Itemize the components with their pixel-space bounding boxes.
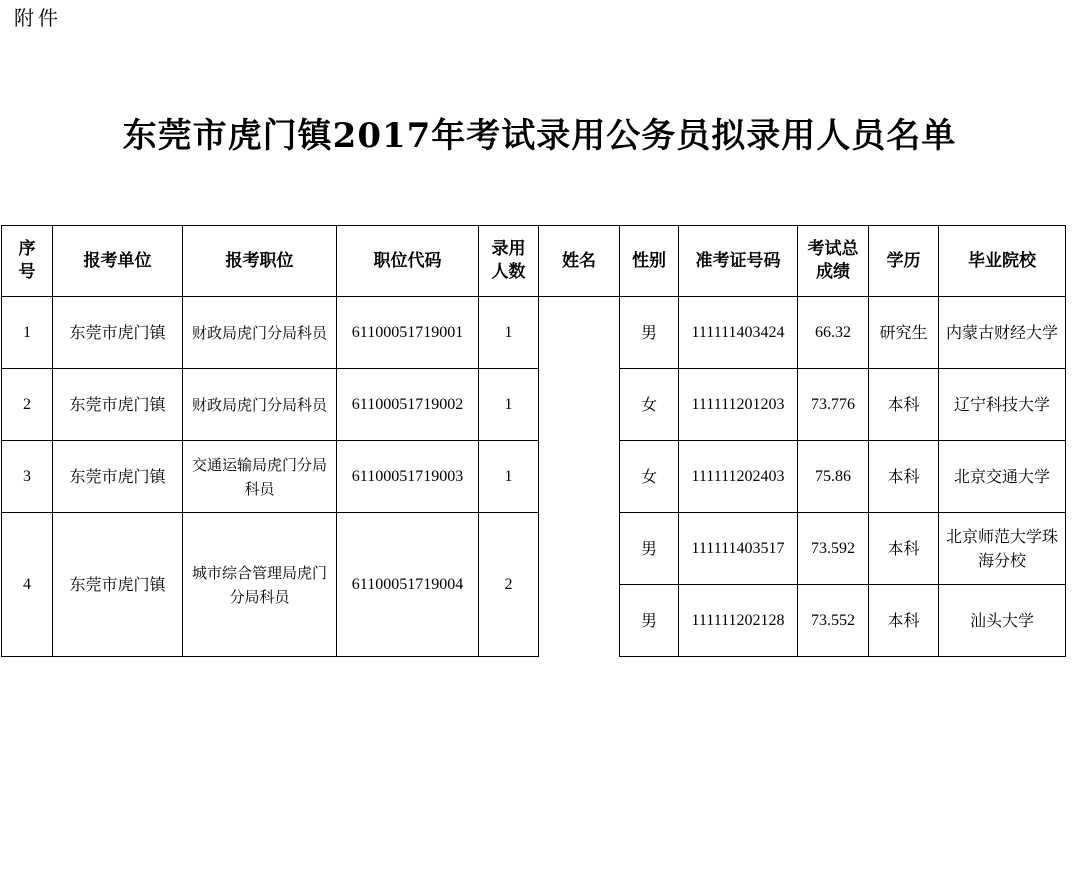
cell-count: 2 xyxy=(479,513,539,657)
cell-code: 61100051719003 xyxy=(337,441,479,513)
header-code: 职位代码 xyxy=(337,226,479,297)
cell-name xyxy=(539,513,620,657)
cell-position: 财政局虎门分局科员 xyxy=(183,297,337,369)
cell-edu: 本科 xyxy=(869,369,939,441)
cell-ticket: 111111202128 xyxy=(679,585,798,657)
cell-gender: 男 xyxy=(620,513,679,585)
cell-school: 汕头大学 xyxy=(939,585,1066,657)
cell-school: 辽宁科技大学 xyxy=(939,369,1066,441)
cell-unit: 东莞市虎门镇 xyxy=(53,369,183,441)
cell-unit: 东莞市虎门镇 xyxy=(53,297,183,369)
cell-gender: 女 xyxy=(620,441,679,513)
cell-gender: 女 xyxy=(620,369,679,441)
cell-score: 66.32 xyxy=(798,297,869,369)
cell-gender: 男 xyxy=(620,585,679,657)
header-edu: 学历 xyxy=(869,226,939,297)
table-row xyxy=(2,513,1066,585)
header-position: 报考职位 xyxy=(183,226,337,297)
cell-code: 61100051719004 xyxy=(337,513,479,657)
cell-seq: 1 xyxy=(2,297,53,369)
cell-edu: 研究生 xyxy=(869,297,939,369)
table-row xyxy=(2,441,1066,513)
header-count: 录用人数 xyxy=(479,226,539,297)
header-seq: 序号 xyxy=(2,226,53,297)
cell-seq: 3 xyxy=(2,441,53,513)
cell-gender: 男 xyxy=(620,297,679,369)
table-header-row xyxy=(2,226,1066,297)
cell-position: 财政局虎门分局科员 xyxy=(183,369,337,441)
header-gender: 性别 xyxy=(620,226,679,297)
cell-score: 73.776 xyxy=(798,369,869,441)
page-title: 东莞市虎门镇2017年考试录用公务员拟录用人员名单 xyxy=(122,116,957,156)
table-row xyxy=(2,297,1066,369)
cell-ticket: 111111201203 xyxy=(679,369,798,441)
cell-score: 73.592 xyxy=(798,513,869,585)
attachment-label: 附件 xyxy=(14,6,62,30)
cell-name xyxy=(539,441,620,513)
cell-name xyxy=(539,297,620,369)
cell-score: 75.86 xyxy=(798,441,869,513)
cell-ticket: 111111403424 xyxy=(679,297,798,369)
cell-ticket: 111111202403 xyxy=(679,441,798,513)
cell-edu: 本科 xyxy=(869,441,939,513)
cell-ticket: 111111403517 xyxy=(679,513,798,585)
cell-count: 1 xyxy=(479,441,539,513)
cell-code: 61100051719001 xyxy=(337,297,479,369)
header-score: 考试总成绩 xyxy=(798,226,869,297)
header-name: 姓名 xyxy=(539,226,620,297)
cell-position: 交通运输局虎门分局科员 xyxy=(183,441,337,513)
header-unit: 报考单位 xyxy=(53,226,183,297)
cell-count: 1 xyxy=(479,297,539,369)
cell-name xyxy=(539,369,620,441)
cell-code: 61100051719002 xyxy=(337,369,479,441)
table-row xyxy=(2,369,1066,441)
cell-school: 北京交通大学 xyxy=(939,441,1066,513)
cell-position: 城市综合管理局虎门分局科员 xyxy=(183,513,337,657)
cell-school: 北京师范大学珠海分校 xyxy=(939,513,1066,585)
cell-count: 1 xyxy=(479,369,539,441)
candidate-table xyxy=(1,225,1066,657)
cell-edu: 本科 xyxy=(869,513,939,585)
cell-edu: 本科 xyxy=(869,585,939,657)
cell-school: 内蒙古财经大学 xyxy=(939,297,1066,369)
cell-unit: 东莞市虎门镇 xyxy=(53,513,183,657)
header-ticket: 准考证号码 xyxy=(679,226,798,297)
header-school: 毕业院校 xyxy=(939,226,1066,297)
cell-unit: 东莞市虎门镇 xyxy=(53,441,183,513)
cell-seq: 4 xyxy=(2,513,53,657)
cell-score: 73.552 xyxy=(798,585,869,657)
cell-seq: 2 xyxy=(2,369,53,441)
